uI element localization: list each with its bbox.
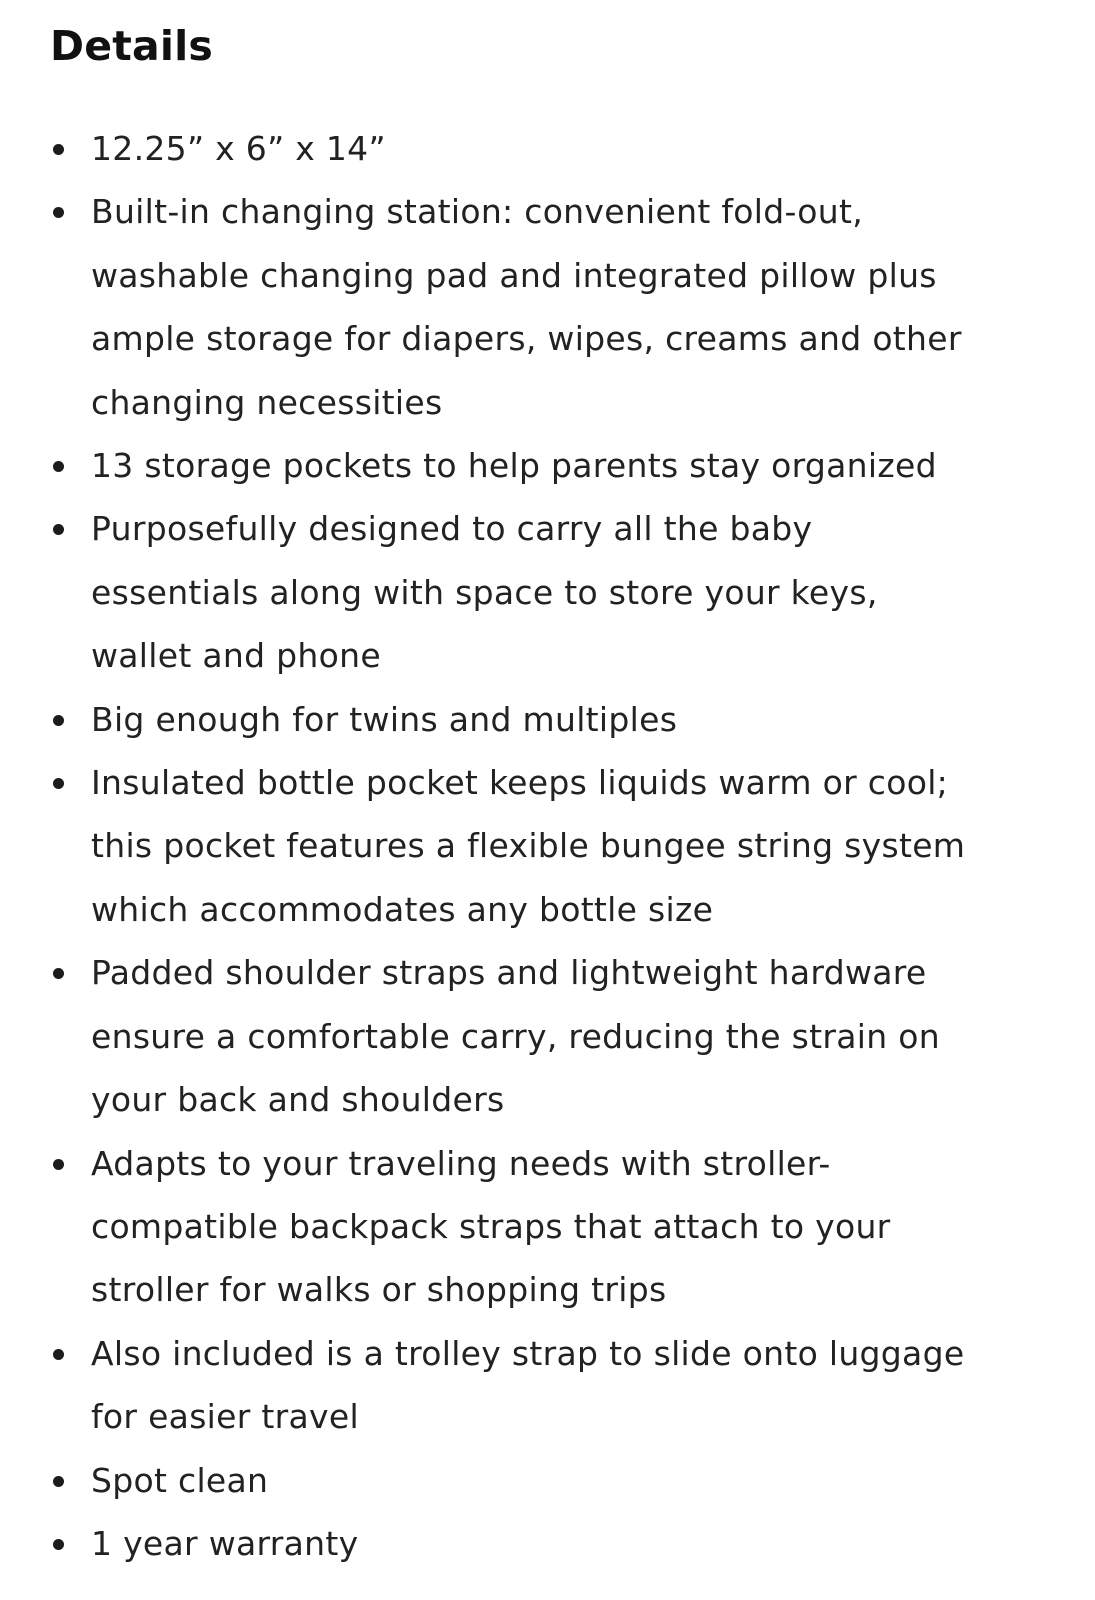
detail-line: which accommodates any bottle size [91, 889, 714, 929]
bullet-icon [53, 207, 64, 218]
detail-item-storage-pockets [0, 434, 1095, 497]
detail-line: Big enough for twins and multiples [91, 699, 678, 739]
detail-line: Adapts to your traveling needs with stroller- [91, 1143, 831, 1183]
detail-line: your back and shoulders [91, 1080, 505, 1120]
detail-item-warranty [0, 1512, 1095, 1575]
bullet-icon [53, 524, 64, 535]
detail-line: 13 storage pockets to help parents stay organized [91, 446, 937, 486]
detail-line: 12.25” x 6” x 14” [91, 129, 386, 168]
bullet-icon [53, 1539, 64, 1550]
detail-line: Insulated bottle pocket keeps liquids warm or cool; [91, 763, 949, 803]
detail-item-shoulder-straps [0, 941, 1095, 1131]
detail-line: stroller for walks or shopping trips [91, 1270, 667, 1310]
detail-line: essentials along with space to store your keys, [91, 572, 878, 612]
detail-line: changing necessities [91, 382, 443, 422]
detail-item-stroller-straps [0, 1132, 1095, 1322]
details-heading: Details [50, 22, 214, 70]
bullet-icon [53, 1159, 64, 1170]
detail-item-dimensions [0, 117, 1095, 180]
detail-item-bottle-pocket [0, 751, 1095, 941]
detail-item-trolley-strap [0, 1322, 1095, 1449]
detail-item-spot-clean [0, 1449, 1095, 1512]
bullet-icon [53, 144, 64, 155]
bullet-icon [53, 1349, 64, 1360]
detail-item-twins [0, 688, 1095, 751]
detail-item-essentials [0, 497, 1095, 687]
detail-line: Spot clean [91, 1460, 269, 1500]
details-list [0, 117, 1095, 1575]
detail-line: 1 year warranty [91, 1523, 359, 1563]
bullet-icon [53, 968, 64, 979]
detail-item-changing-station [0, 180, 1095, 434]
detail-line: for easier travel [91, 1397, 359, 1437]
detail-line: Built-in changing station: convenient fold-out, [91, 192, 864, 232]
detail-line: Purposefully designed to carry all the baby [91, 509, 813, 549]
detail-line: compatible backpack straps that attach to your [91, 1206, 891, 1246]
bullet-icon [53, 1476, 64, 1487]
detail-line: ample storage for diapers, wipes, creams and other [91, 319, 962, 359]
bullet-icon [53, 715, 64, 726]
detail-line: ensure a comfortable carry, reducing the strain on [91, 1016, 940, 1056]
detail-line: Also included is a trolley strap to slide onto luggage [91, 1333, 965, 1373]
detail-line: this pocket features a flexible bungee string system [91, 826, 966, 866]
bullet-icon [53, 778, 64, 789]
detail-line: washable changing pad and integrated pillow plus [91, 255, 937, 295]
detail-line: wallet and phone [91, 636, 381, 676]
bullet-icon [53, 461, 64, 472]
detail-line: Padded shoulder straps and lightweight hardware [91, 953, 927, 993]
